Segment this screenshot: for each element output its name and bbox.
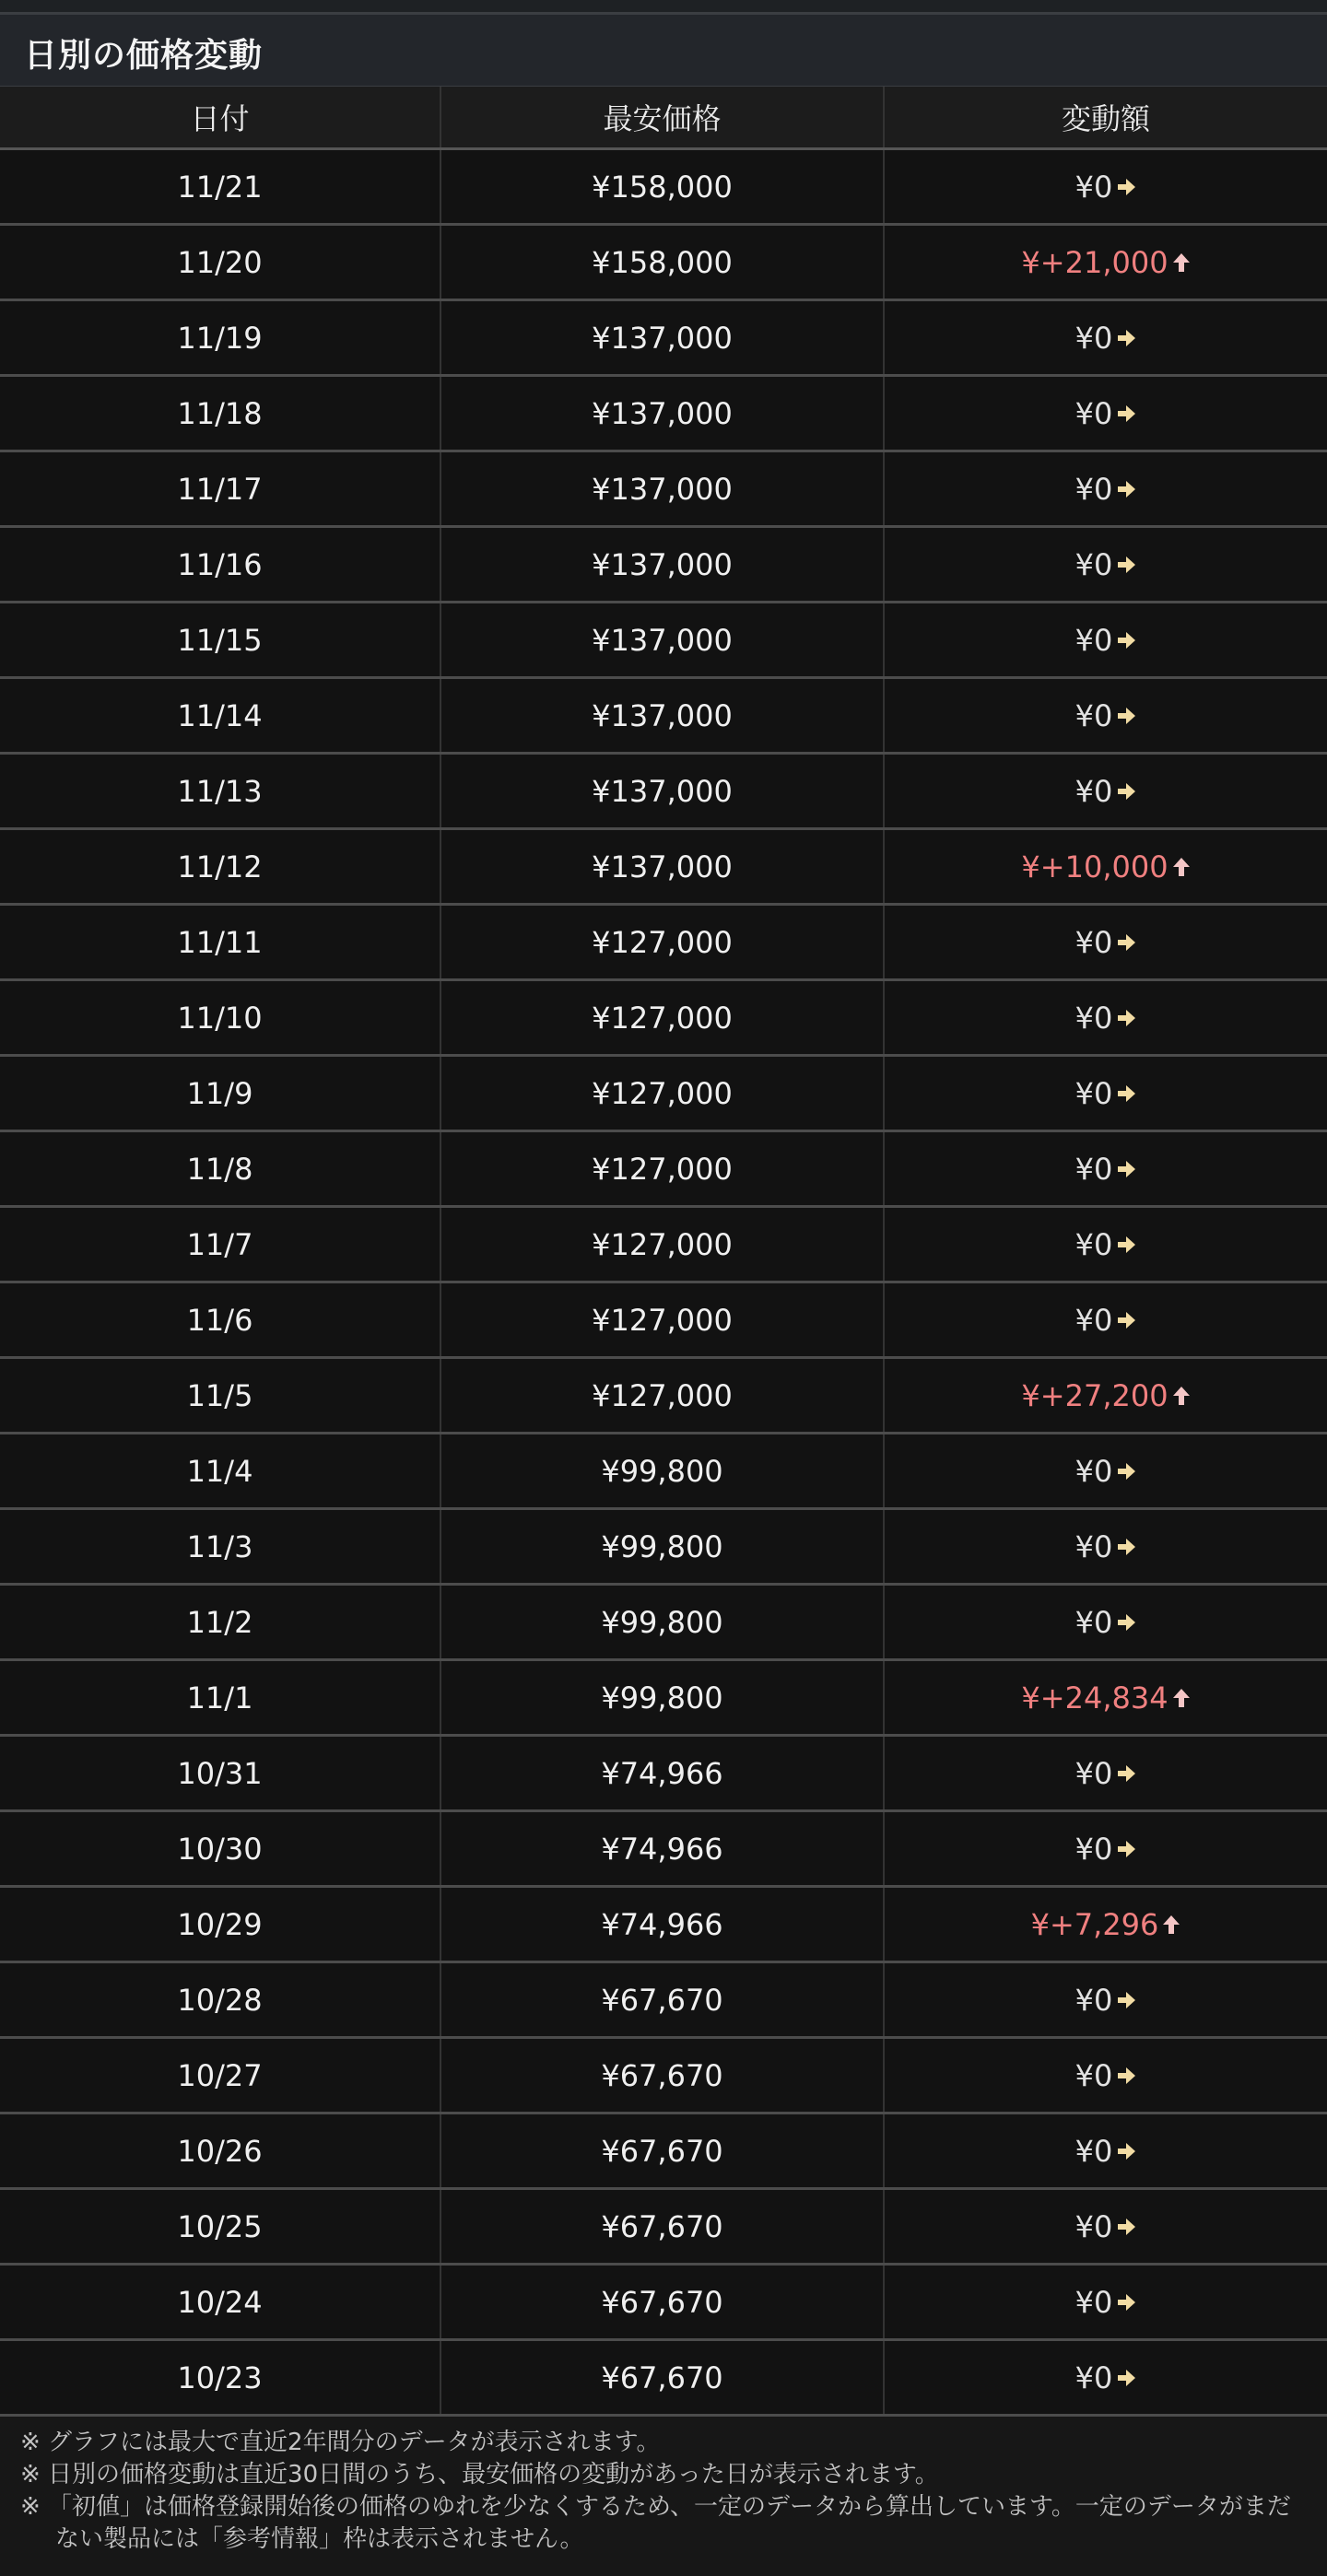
table-row xyxy=(0,1509,1327,1585)
date-cell: 10/27 xyxy=(0,2038,440,2113)
table-row xyxy=(0,1585,1327,1660)
change-amount: ¥0 xyxy=(1075,546,1113,582)
footnote: ※ 日別の価格変動は直近30日間のうち、最安価格の変動があった日が表示されます。 xyxy=(20,2461,939,2488)
date-cell: 11/6 xyxy=(0,1282,440,1358)
table-row xyxy=(0,376,1327,451)
change-amount: ¥0 xyxy=(1075,471,1113,507)
date-cell: 11/4 xyxy=(0,1434,440,1509)
arrow-right-icon xyxy=(1116,2134,1136,2169)
lowest-price-cell: ¥74,966 xyxy=(440,1736,884,1811)
lowest-price-cell: ¥137,000 xyxy=(440,451,884,527)
table-row xyxy=(0,149,1327,225)
arrow-right-icon xyxy=(1116,2360,1136,2395)
table-row xyxy=(0,2340,1327,2416)
change-cell xyxy=(884,603,1327,678)
table-row xyxy=(0,1434,1327,1509)
change-amount: ¥0 xyxy=(1075,2359,1113,2395)
lowest-price-cell: ¥74,966 xyxy=(440,1887,884,1962)
arrow-up-icon xyxy=(1172,1680,1191,1715)
arrow-right-icon xyxy=(1116,1605,1136,1640)
date-cell: 11/17 xyxy=(0,451,440,527)
change-amount: ¥0 xyxy=(1075,1453,1113,1489)
arrow-right-icon xyxy=(1116,170,1136,205)
lowest-price-cell: ¥137,000 xyxy=(440,527,884,603)
change-cell xyxy=(884,1585,1327,1660)
change-amount: ¥0 xyxy=(1075,697,1113,733)
change-cell xyxy=(884,376,1327,451)
arrow-right-icon xyxy=(1116,396,1136,431)
change-amount: ¥0 xyxy=(1075,1151,1113,1187)
change-cell xyxy=(884,1811,1327,1887)
footnote: ※ グラフには最大で直近2年間分のデータが表示されます。 xyxy=(20,2429,661,2456)
date-cell: 11/16 xyxy=(0,527,440,603)
arrow-up-icon xyxy=(1172,1378,1191,1413)
lowest-price-cell: ¥67,670 xyxy=(440,2113,884,2189)
change-amount: ¥0 xyxy=(1075,1000,1113,1036)
date-cell: 10/23 xyxy=(0,2340,440,2416)
change-cell xyxy=(884,1660,1327,1736)
date-cell: 11/21 xyxy=(0,149,440,225)
arrow-right-icon xyxy=(1116,1227,1136,1262)
arrow-right-icon xyxy=(1116,1983,1136,2018)
date-cell: 11/2 xyxy=(0,1585,440,1660)
change-amount: ¥0 xyxy=(1075,320,1113,356)
change-amount: ¥0 xyxy=(1075,1755,1113,1791)
date-cell: 10/29 xyxy=(0,1887,440,1962)
table-row xyxy=(0,2189,1327,2265)
date-cell: 10/28 xyxy=(0,1962,440,2038)
arrow-right-icon xyxy=(1116,1454,1136,1489)
table-row xyxy=(0,1282,1327,1358)
change-cell xyxy=(884,678,1327,754)
change-amount: ¥+24,834 xyxy=(1021,1680,1168,1715)
table-row xyxy=(0,2265,1327,2340)
date-cell: 10/30 xyxy=(0,1811,440,1887)
date-cell: 10/24 xyxy=(0,2265,440,2340)
lowest-price-cell: ¥137,000 xyxy=(440,376,884,451)
lowest-price-cell: ¥67,670 xyxy=(440,2340,884,2416)
date-cell: 11/1 xyxy=(0,1660,440,1736)
change-amount: ¥0 xyxy=(1075,1302,1113,1338)
change-cell xyxy=(884,1358,1327,1434)
arrow-right-icon xyxy=(1116,1832,1136,1867)
change-cell xyxy=(884,1736,1327,1811)
arrow-right-icon xyxy=(1116,1152,1136,1187)
arrow-right-icon xyxy=(1116,2209,1136,2244)
column-header-change: 変動額 xyxy=(884,87,1327,149)
date-cell: 10/26 xyxy=(0,2113,440,2189)
table-row xyxy=(0,2038,1327,2113)
lowest-price-cell: ¥137,000 xyxy=(440,300,884,376)
lowest-price-cell: ¥99,800 xyxy=(440,1585,884,1660)
change-amount: ¥0 xyxy=(1075,1226,1113,1262)
lowest-price-cell: ¥99,800 xyxy=(440,1660,884,1736)
lowest-price-cell: ¥137,000 xyxy=(440,754,884,829)
date-cell: 11/11 xyxy=(0,905,440,980)
table-row xyxy=(0,1207,1327,1282)
date-cell: 10/31 xyxy=(0,1736,440,1811)
change-cell xyxy=(884,1282,1327,1358)
lowest-price-cell: ¥137,000 xyxy=(440,829,884,905)
change-cell xyxy=(884,2265,1327,2340)
date-cell: 11/14 xyxy=(0,678,440,754)
lowest-price-cell: ¥137,000 xyxy=(440,603,884,678)
change-amount: ¥0 xyxy=(1075,1831,1113,1867)
arrow-right-icon xyxy=(1116,1303,1136,1338)
date-cell: 11/7 xyxy=(0,1207,440,1282)
date-cell: 11/15 xyxy=(0,603,440,678)
table-header-row xyxy=(0,87,1327,149)
lowest-price-cell: ¥158,000 xyxy=(440,225,884,300)
change-cell xyxy=(884,980,1327,1056)
table-row xyxy=(0,2113,1327,2189)
change-amount: ¥0 xyxy=(1075,2284,1113,2320)
change-amount: ¥0 xyxy=(1075,2133,1113,2169)
arrow-right-icon xyxy=(1116,321,1136,356)
change-amount: ¥0 xyxy=(1075,1982,1113,2018)
date-cell: 11/18 xyxy=(0,376,440,451)
table-row xyxy=(0,1056,1327,1131)
date-cell: 11/10 xyxy=(0,980,440,1056)
lowest-price-cell: ¥127,000 xyxy=(440,1358,884,1434)
footnote: ※ 「初値」は価格登録開始後の価格のゆれを少なくするため、一定のデータから算出しています。一定のデータがまだない製品には「参考情報」枠は表示されません。 xyxy=(20,2493,1291,2553)
change-cell xyxy=(884,300,1327,376)
date-cell: 11/12 xyxy=(0,829,440,905)
change-amount: ¥0 xyxy=(1075,1075,1113,1111)
arrow-up-icon xyxy=(1172,849,1191,884)
section-header xyxy=(0,15,1327,87)
change-cell xyxy=(884,2340,1327,2416)
change-cell xyxy=(884,1056,1327,1131)
table-row xyxy=(0,678,1327,754)
table-row xyxy=(0,300,1327,376)
change-cell xyxy=(884,1434,1327,1509)
lowest-price-cell: ¥127,000 xyxy=(440,1131,884,1207)
table-row xyxy=(0,451,1327,527)
arrow-up-icon xyxy=(1162,1907,1180,1942)
change-cell xyxy=(884,1887,1327,1962)
table-row xyxy=(0,1131,1327,1207)
lowest-price-cell: ¥99,800 xyxy=(440,1434,884,1509)
column-header-date: 日付 xyxy=(0,87,440,149)
table-row xyxy=(0,1736,1327,1811)
table-body xyxy=(0,149,1327,2416)
change-amount: ¥0 xyxy=(1075,395,1113,431)
arrow-right-icon xyxy=(1116,2058,1136,2093)
lowest-price-cell: ¥158,000 xyxy=(440,149,884,225)
date-cell: 11/13 xyxy=(0,754,440,829)
table-row xyxy=(0,1660,1327,1736)
date-cell: 11/20 xyxy=(0,225,440,300)
table-row xyxy=(0,1887,1327,1962)
change-amount: ¥0 xyxy=(1075,1604,1113,1640)
date-cell: 11/19 xyxy=(0,300,440,376)
change-cell xyxy=(884,829,1327,905)
date-cell: 11/3 xyxy=(0,1509,440,1585)
change-cell xyxy=(884,451,1327,527)
table-row xyxy=(0,1811,1327,1887)
change-amount: ¥0 xyxy=(1075,622,1113,658)
lowest-price-cell: ¥74,966 xyxy=(440,1811,884,1887)
change-amount: ¥0 xyxy=(1075,773,1113,809)
arrow-right-icon xyxy=(1116,925,1136,960)
change-amount: ¥+21,000 xyxy=(1021,244,1168,280)
lowest-price-cell: ¥127,000 xyxy=(440,1282,884,1358)
lowest-price-cell: ¥99,800 xyxy=(440,1509,884,1585)
lowest-price-cell: ¥127,000 xyxy=(440,1207,884,1282)
change-cell xyxy=(884,1509,1327,1585)
table-row xyxy=(0,905,1327,980)
daily-price-table xyxy=(0,87,1327,2417)
arrow-right-icon xyxy=(1116,472,1136,507)
change-cell xyxy=(884,754,1327,829)
change-amount: ¥0 xyxy=(1075,2057,1113,2093)
change-cell xyxy=(884,225,1327,300)
arrow-right-icon xyxy=(1116,2285,1136,2320)
arrow-up-icon xyxy=(1172,245,1191,280)
change-amount: ¥0 xyxy=(1075,169,1113,205)
change-cell xyxy=(884,1131,1327,1207)
arrow-right-icon xyxy=(1116,1001,1136,1036)
table-row xyxy=(0,1358,1327,1434)
footnotes xyxy=(20,2427,1310,2556)
lowest-price-cell: ¥67,670 xyxy=(440,2038,884,2113)
lowest-price-cell: ¥137,000 xyxy=(440,678,884,754)
date-cell: 11/8 xyxy=(0,1131,440,1207)
change-cell xyxy=(884,1962,1327,2038)
date-cell: 10/25 xyxy=(0,2189,440,2265)
change-amount: ¥+7,296 xyxy=(1030,1906,1159,1942)
arrow-right-icon xyxy=(1116,1529,1136,1564)
date-cell: 11/5 xyxy=(0,1358,440,1434)
date-cell: 11/9 xyxy=(0,1056,440,1131)
lowest-price-cell: ¥127,000 xyxy=(440,980,884,1056)
lowest-price-cell: ¥127,000 xyxy=(440,1056,884,1131)
top-divider xyxy=(0,0,1327,15)
change-amount: ¥+10,000 xyxy=(1021,849,1168,884)
change-amount: ¥+27,200 xyxy=(1021,1377,1168,1413)
table-row xyxy=(0,754,1327,829)
table-row xyxy=(0,1962,1327,2038)
arrow-right-icon xyxy=(1116,623,1136,658)
lowest-price-cell: ¥67,670 xyxy=(440,2189,884,2265)
change-cell xyxy=(884,149,1327,225)
arrow-right-icon xyxy=(1116,547,1136,582)
arrow-right-icon xyxy=(1116,774,1136,809)
lowest-price-cell: ¥67,670 xyxy=(440,2265,884,2340)
arrow-right-icon xyxy=(1116,1756,1136,1791)
lowest-price-cell: ¥127,000 xyxy=(440,905,884,980)
change-amount: ¥0 xyxy=(1075,924,1113,960)
table-row xyxy=(0,225,1327,300)
change-cell xyxy=(884,1207,1327,1282)
change-cell xyxy=(884,527,1327,603)
change-cell xyxy=(884,2189,1327,2265)
change-cell xyxy=(884,2038,1327,2113)
column-header-lowest-price: 最安価格 xyxy=(440,87,884,149)
change-amount: ¥0 xyxy=(1075,2208,1113,2244)
arrow-right-icon xyxy=(1116,1076,1136,1111)
table-row xyxy=(0,829,1327,905)
change-cell xyxy=(884,2113,1327,2189)
arrow-right-icon xyxy=(1116,698,1136,733)
change-amount: ¥0 xyxy=(1075,1528,1113,1564)
lowest-price-cell: ¥67,670 xyxy=(440,1962,884,2038)
table-row xyxy=(0,980,1327,1056)
table-row xyxy=(0,603,1327,678)
change-cell xyxy=(884,905,1327,980)
table-row xyxy=(0,527,1327,603)
section-title: 日別の価格変動 xyxy=(24,37,264,75)
